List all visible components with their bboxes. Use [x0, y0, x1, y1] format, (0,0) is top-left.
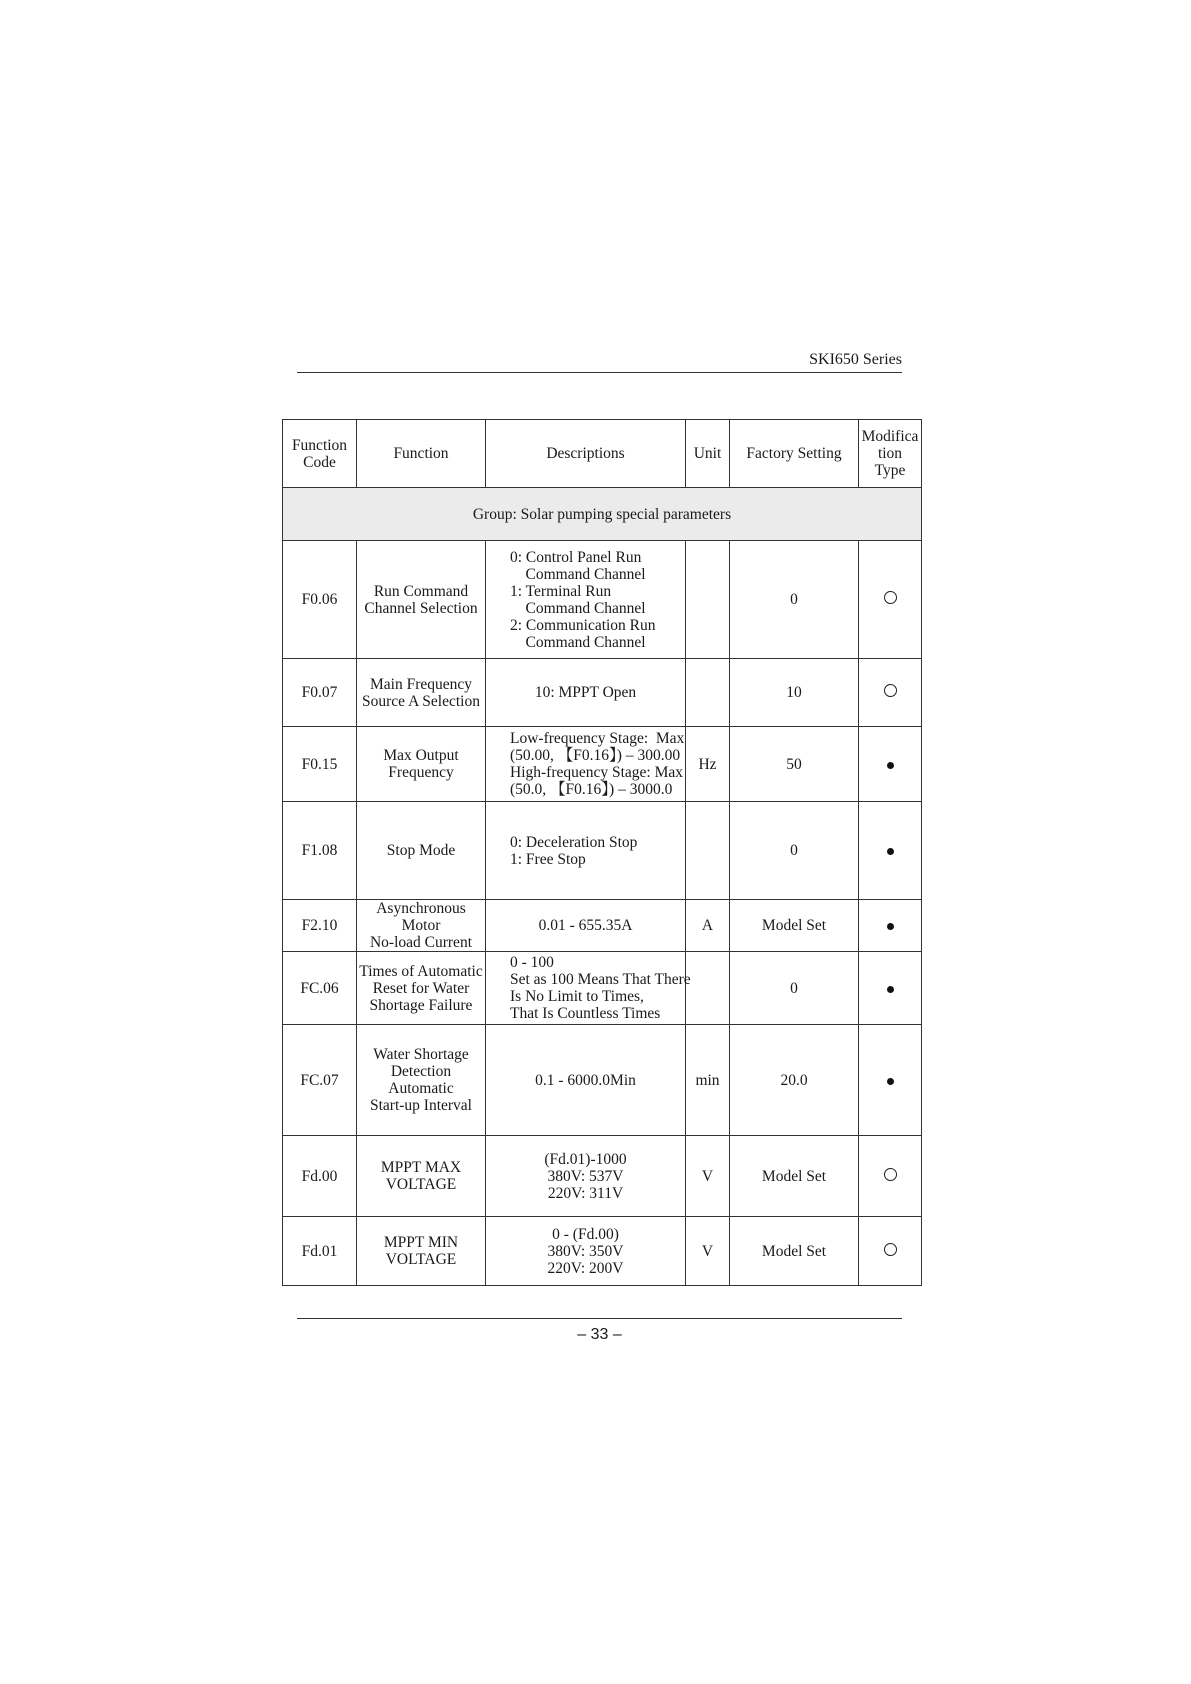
factory-setting-cell: 20.0 [730, 1025, 859, 1136]
unit-cell: V [686, 1136, 730, 1217]
column-header: Modifica tion Type [859, 420, 922, 488]
function-code-cell: F2.10 [283, 900, 357, 952]
function-code-cell: F0.15 [283, 727, 357, 802]
description-cell: 0: Control Panel Run Command Channel 1: Terminal Run Command Channel 2: Communication Run Command Channel [486, 541, 686, 659]
filled-dot-icon [887, 1078, 894, 1085]
modification-type-cell [859, 952, 922, 1025]
table-row [283, 1217, 922, 1286]
factory-setting-cell: 0 [730, 541, 859, 659]
column-header: Unit [686, 420, 730, 488]
function-code-cell: FC.07 [283, 1025, 357, 1136]
description-cell: 0 - (Fd.00) 380V: 350V 220V: 200V [486, 1217, 686, 1286]
unit-cell [686, 802, 730, 900]
modification-type-cell [859, 659, 922, 727]
table-row [283, 900, 922, 952]
unit-cell: min [686, 1025, 730, 1136]
column-header: Factory Setting [730, 420, 859, 488]
open-circle-icon [884, 684, 897, 697]
filled-dot-icon [887, 848, 894, 855]
table-row [283, 727, 922, 802]
filled-dot-icon [887, 762, 894, 769]
function-cell: MPPT MAX VOLTAGE [357, 1136, 486, 1217]
function-cell: Asynchronous Motor No-load Current [357, 900, 486, 952]
parameter-table [282, 419, 922, 1286]
table-row [283, 1025, 922, 1136]
function-cell: MPPT MIN VOLTAGE [357, 1217, 486, 1286]
description-cell: 0.01 - 655.35A [486, 900, 686, 952]
function-cell: Main Frequency Source A Selection [357, 659, 486, 727]
open-circle-icon [884, 1243, 897, 1256]
factory-setting-cell: Model Set [730, 1217, 859, 1286]
description-cell: 0 - 100 Set as 100 Means That There Is No Limit to Times, That Is Countless Times [486, 952, 686, 1025]
open-circle-icon [884, 591, 897, 604]
table-row [283, 802, 922, 900]
description-cell: 0: Deceleration Stop 1: Free Stop [486, 802, 686, 900]
series-title: SKI650 Series [809, 351, 902, 368]
unit-cell [686, 659, 730, 727]
table-row [283, 952, 922, 1025]
description-cell: Low-frequency Stage: Max (50.00, 【F0.16】) – 300.00 High-frequency Stage: Max (50.0, 【F0.16】) – 3000.0 [486, 727, 686, 802]
description-cell: 0.1 - 6000.0Min [486, 1025, 686, 1136]
modification-type-cell [859, 1025, 922, 1136]
function-cell: Run Command Channel Selection [357, 541, 486, 659]
table-row [283, 1136, 922, 1217]
function-code-cell: F0.07 [283, 659, 357, 727]
factory-setting-cell: Model Set [730, 900, 859, 952]
modification-type-cell [859, 1217, 922, 1286]
factory-setting-cell: 10 [730, 659, 859, 727]
group-row [283, 488, 922, 541]
unit-cell: A [686, 900, 730, 952]
column-header: Function [357, 420, 486, 488]
factory-setting-cell: 50 [730, 727, 859, 802]
function-code-cell: Fd.01 [283, 1217, 357, 1286]
factory-setting-cell: Model Set [730, 1136, 859, 1217]
modification-type-cell [859, 900, 922, 952]
modification-type-cell [859, 541, 922, 659]
function-cell: Times of Automatic Reset for Water Shortage Failure [357, 952, 486, 1025]
function-code-cell: F1.08 [283, 802, 357, 900]
unit-cell: Hz [686, 727, 730, 802]
modification-type-cell [859, 802, 922, 900]
function-cell: Stop Mode [357, 802, 486, 900]
filled-dot-icon [887, 923, 894, 930]
modification-type-cell [859, 1136, 922, 1217]
unit-cell: V [686, 1217, 730, 1286]
column-header: Descriptions [486, 420, 686, 488]
column-header: Function Code [283, 420, 357, 488]
header-rule [297, 372, 902, 373]
filled-dot-icon [887, 986, 894, 993]
table-row [283, 541, 922, 659]
function-cell: Max Output Frequency [357, 727, 486, 802]
modification-type-cell [859, 727, 922, 802]
factory-setting-cell: 0 [730, 802, 859, 900]
open-circle-icon [884, 1168, 897, 1181]
factory-setting-cell: 0 [730, 952, 859, 1025]
table-header-row [283, 420, 922, 488]
function-code-cell: F0.06 [283, 541, 357, 659]
group-label: Group: Solar pumping special parameters [283, 488, 922, 541]
description-cell: 10: MPPT Open [486, 659, 686, 727]
function-cell: Water Shortage Detection Automatic Start-up Interval [357, 1025, 486, 1136]
unit-cell [686, 952, 730, 1025]
function-code-cell: FC.06 [283, 952, 357, 1025]
page-number: – 33 – [577, 1326, 622, 1343]
table-row [283, 659, 922, 727]
unit-cell [686, 541, 730, 659]
footer-rule [297, 1318, 902, 1319]
description-cell: (Fd.01)-1000 380V: 537V 220V: 311V [486, 1136, 686, 1217]
function-code-cell: Fd.00 [283, 1136, 357, 1217]
